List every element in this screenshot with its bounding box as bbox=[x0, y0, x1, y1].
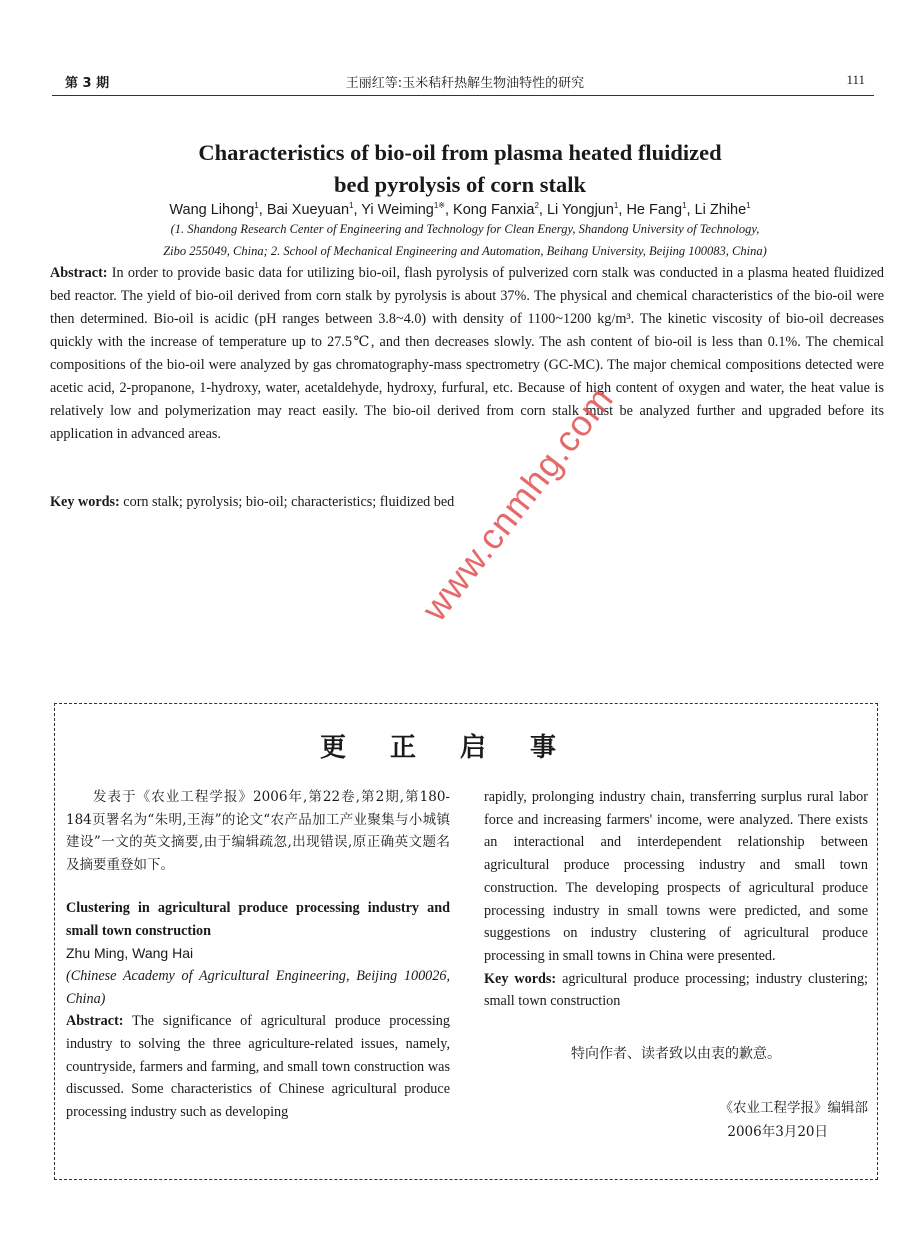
erratum-paper-title: Clustering in agricultural produce processing industry and small town construction bbox=[66, 899, 450, 939]
author: Li Yongjun bbox=[546, 201, 614, 218]
keywords-text: corn stalk; pyrolysis; bio-oil; characteristics; fluidized bed bbox=[123, 494, 455, 510]
author: Bai Xueyuan bbox=[266, 201, 350, 218]
author-mark: 1※ bbox=[433, 201, 445, 210]
erratum-abstract-label: Abstract: bbox=[66, 1013, 124, 1030]
abstract-label: Abstract: bbox=[50, 265, 108, 281]
erratum-keywords bbox=[484, 968, 868, 1013]
erratum-affiliation: (Chinese Academy of Agricultural Engineering, Beijing 100026, China) bbox=[66, 967, 450, 1007]
page-number: 111 bbox=[846, 72, 865, 87]
abstract-text: In order to provide basic data for utilizing bio-oil, flash pyrolysis of pulverized corn stalk was conducted in a plasma heated fluidized bed reactor. The yield of bio-oil derived from corn stalk by pyrolysis is about 37%. The physical and chemical characteristics of the bio-oil were then determined. Bio-oil is acidic (pH ranges between 3.8~4.0) with density of 1100~1200 kg/m³. The kinetic viscosity of bio-oil decreases quickly with the increase of temperature up to 27.5℃, and then decreases slowly. The ash content of bio-oil is less than 0.1%. The chemical compositions of the bio-oil were analyzed by gas chromatography-mass spectrometry (GC-MC). The major chemical compositions detected were acetic acid, 2-propanone, 1-hydroxy, water, acetaldehyde, hydroxy, furfural, etc. Because of high content of oxygen and water, the heat value is relatively low and polymerization may react easily. The bio-oil derived from corn stalk must be analyzed further and upgraded before its application in advanced areas. bbox=[50, 265, 885, 442]
erratum-apology: 特向作者、读者致以由衷的歉意。 bbox=[571, 1046, 781, 1063]
author: Wang Lihong bbox=[169, 201, 255, 218]
author: Yi Weiming bbox=[361, 201, 434, 218]
author: Kong Fanxia bbox=[453, 201, 535, 218]
erratum-abstract-text-left: The significance of agricultural produce processing industry to solving the three agriculture-related issues, namely, countryside, farmers and farming, and small town construction was discussed. Some characteristics of Chinese agricultural produce processing industry such as developing bbox=[66, 1013, 450, 1121]
author-mark: 1 bbox=[682, 201, 687, 210]
erratum-keywords-label: Key words: bbox=[484, 970, 557, 987]
erratum-title: 更正启事 bbox=[319, 733, 600, 763]
title-line-2: bed pyrolysis of corn stalk bbox=[333, 172, 587, 197]
erratum-keywords-text: agricultural produce processing; industry clustering; small town construction bbox=[484, 970, 868, 1010]
erratum-date: 2006年3月20日 bbox=[727, 1123, 828, 1140]
erratum-editorial-office: 《农业工程学报》编辑部 bbox=[719, 1099, 868, 1116]
author-list: Wang Lihong$^1$, Bai Xueyuan$^1$, Yi Weiming$^{1※}$, Kong Fanxia$^2$, Li Yongjun$^1$, He Fang$^1$, Li Zhihe$^1$ bbox=[169, 201, 751, 218]
running-header bbox=[55, 66, 875, 94]
keywords-label: Key words: bbox=[50, 494, 120, 510]
author: Li Zhihe bbox=[694, 201, 747, 218]
title-line-1: Characteristics of bio-oil from plasma heated fluidized bbox=[198, 140, 722, 165]
issue-number: 第 3 期 bbox=[65, 76, 110, 91]
author-mark: 2 bbox=[534, 201, 539, 210]
author-mark: 1 bbox=[613, 201, 619, 210]
author-mark: 1 bbox=[254, 201, 259, 210]
author-mark: 1 bbox=[349, 201, 354, 210]
running-title: 王丽红等:玉米秸秆热解生物油特性的研究 bbox=[345, 76, 585, 91]
author-mark: 1 bbox=[746, 201, 751, 210]
author: He Fang bbox=[626, 201, 683, 218]
watermark: www.cnmhg.com bbox=[413, 378, 622, 629]
erratum-abstract-left bbox=[66, 1010, 450, 1124]
abstract bbox=[50, 262, 884, 446]
paper-title bbox=[60, 137, 860, 201]
erratum-right-column bbox=[484, 786, 868, 1144]
affiliation-line-2: Zibo 255049, China; 2. School of Mechanical Engineering and Automation, Beihang University, Beijing 100083, China) bbox=[163, 244, 767, 258]
header-rule bbox=[52, 95, 874, 96]
erratum-authors: Zhu Ming, Wang Hai bbox=[66, 945, 194, 962]
affiliation-line-1: (1. Shandong Research Center of Engineering and Technology for Clean Energy, Shandong University of Technology, bbox=[170, 222, 760, 236]
erratum-intro: 发表于《农业工程学报》2006年,第22卷,第2期,第180-184页署名为“朱明,王海”的论文“农产品加工产业聚集与小城镇建设”一文的英文摘要,由于编辑疏忽,出现错误,原正确英文题名及摘要重登如下。 bbox=[66, 789, 450, 874]
erratum-abstract-text-right: rapidly, prolonging industry chain, transferring surplus rural labor force and increasing farmers' income, were analyzed. There exists an interactional and interdependent relationship between agricultural produce processing industry and small town construction. The developing prospects of agricultural produce processing industry in small towns were predicted, and some suggestions on industry clustering of agricultural produce processing in small towns in China were presented. bbox=[484, 789, 868, 964]
keywords bbox=[50, 491, 884, 514]
erratum-left-column bbox=[66, 786, 450, 1124]
erratum-signature bbox=[484, 1096, 868, 1144]
